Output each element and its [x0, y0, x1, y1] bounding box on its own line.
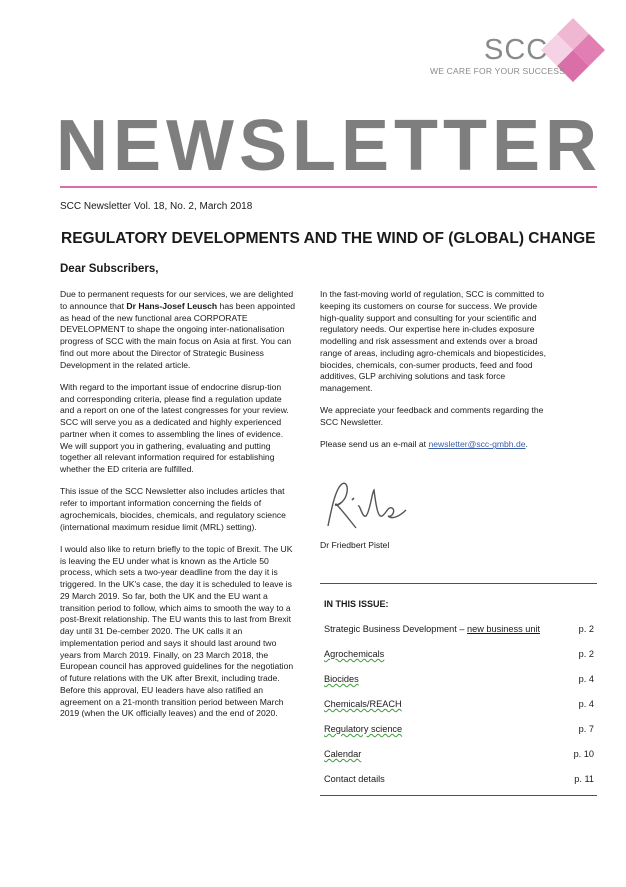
toc-item-contact-details[interactable]: Contact details p. 11: [324, 774, 594, 784]
masthead-title: NEWSLETTER: [56, 106, 602, 186]
brand-logo-text: SCC: [484, 34, 549, 66]
contact-paragraph: Please send us an e-mail at newsletter@scc-gmbh.de.: [320, 439, 528, 450]
toc-title: IN THIS ISSUE:: [324, 599, 389, 609]
toc-item-calendar[interactable]: Calendar p. 10: [324, 749, 594, 759]
left-column: [60, 289, 296, 731]
toc-item-chemicals-reach[interactable]: Chemicals/REACH p. 4: [324, 699, 594, 709]
intro-paragraph: Due to permanent requests for our services, we are delighted to announce that Dr Hans-Josef Leusch has been appointed as head of the new functional area CORPORATE DEVELOPMENT to shape the ongoing inter-nationalisation progress of SCC with the main focus on Asia at first. You can find out more about the Director of Strategic Business Development in the related article.: [60, 289, 296, 370]
page-headline: REGULATORY DEVELOPMENTS AND THE WIND OF (GLOBAL) CHANGE: [61, 230, 596, 247]
masthead-divider: [60, 186, 597, 188]
issue-line: SCC Newsletter Vol. 18, No. 2, March 2018: [60, 201, 253, 212]
email-link[interactable]: newsletter@scc-gmbh.de: [428, 439, 526, 450]
toc-item-regulatory-science[interactable]: Regulatory science p. 7: [324, 724, 594, 734]
toc-item-biocides[interactable]: Biocides p. 4: [324, 674, 594, 684]
right-column: [320, 289, 552, 462]
feedback-paragraph: We appreciate your feedback and comments regarding the SCC Newsletter.: [320, 405, 544, 427]
appointee-name: Dr Hans-Josef Leusch: [126, 300, 218, 311]
toc-page-number: p. 2: [578, 624, 594, 634]
mission-paragraph: In the fast-moving world of regulation, SCC is committed to keeping its customers on course for success. We provide high-quality support and consulting for your scientific and regulatory needs. Our expertise here in-cludes exposure modelling and risk assessment and extends over a broad range of areas, including agro-chemicals and biopesticides, biocides, chemicals, con-sumer products, feed and food additives, GLP archiving solutions and task force management.: [320, 289, 546, 393]
toc-bottom-divider: [320, 795, 597, 796]
articles-paragraph: This issue of the SCC Newsletter also includes articles that refer to important information concerning the fields of agrochemicals, biocides, chemicals, and regulatory science (international maximum residue limit (MRL) setting).: [60, 486, 286, 532]
endocrine-paragraph: With regard to the important issue of endocrine disrup-tion and corresponding criteria, please find a regulation update and a report on one of the latest congresses for your review. SCC will serve you as a dedicated and highly experienced partner when it comes to assembling the lines of evidence. We will support you in gathering, evaluating and putting together all relevant information required for establishing whether the ED criteria are fulfilled.: [60, 381, 289, 474]
toc-page-number: p. 2: [578, 649, 594, 659]
salutation: Dear Subscribers,: [60, 263, 159, 275]
toc-top-divider: [320, 583, 597, 584]
toc-page-number: p. 11: [574, 774, 594, 784]
signer-name: Dr Friedbert Pistel: [320, 540, 390, 550]
brand-tagline: WE CARE FOR YOUR SUCCESS: [430, 66, 565, 76]
toc-page-number: p. 7: [578, 724, 594, 734]
toc-item-strategic-business-development[interactable]: Strategic Business Development – new business unit p. 2: [324, 624, 594, 634]
toc-page-number: p. 10: [573, 749, 594, 759]
toc-item-agrochemicals[interactable]: Agrochemicals p. 2: [324, 649, 594, 659]
toc-page-number: p. 4: [578, 674, 594, 684]
brexit-paragraph: I would also like to return briefly to the topic of Brexit. The UK is leaving the EU under what is known as the Article 50 process, which sets a two-year deadline from the day it is triggered. In the UK's case, the day it is scheduled to leave is 29 March 2019. So far, both the UK and the EU want a transition period to follow, which aims to smooth the way to a post-Brexit relationship. The EU wants this to last from Brexit day until 31 De-cember 2020. The UK calls it an implementation period and says it should last around two years from March 2019. Finally, on 23 March 2018, the European council has approved guidelines for the negotiation of future relations with the UK after Brexit, including trade. Before this approval, EU leaders have also ratified an agreement on a 21-month transition period between March 2019 (when the UK officially leaves) and the end of 2020.: [60, 543, 294, 719]
toc-item-link[interactable]: new business unit: [467, 624, 541, 634]
signature-image: [322, 476, 414, 536]
toc-page-number: p. 4: [578, 699, 594, 709]
